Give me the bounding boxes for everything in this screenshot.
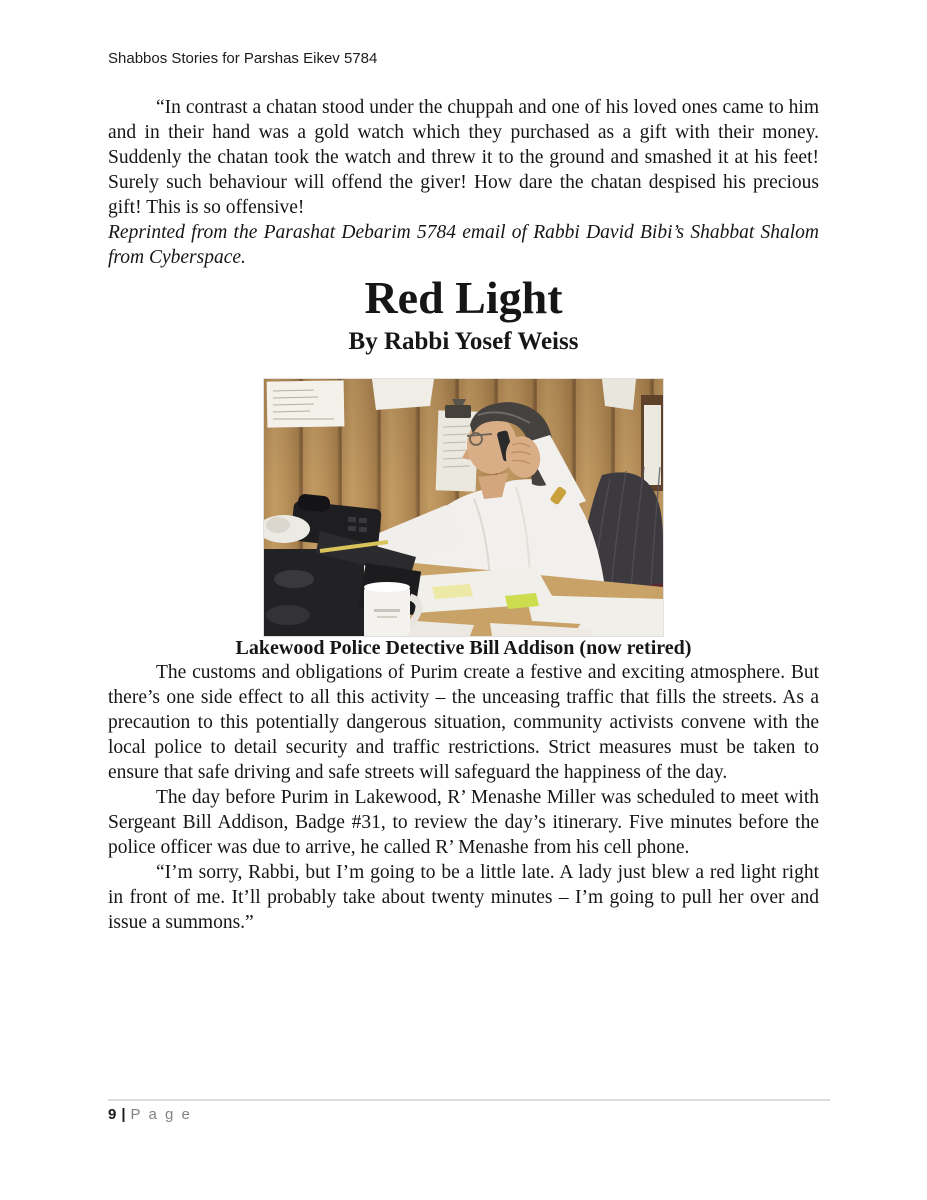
footer-page-number: 9	[108, 1106, 117, 1123]
photo-caption: Lakewood Police Detective Bill Addison (now retired)	[235, 637, 692, 659]
wall-paper-left	[372, 379, 434, 410]
story-photo	[264, 379, 663, 636]
wall-paper-right	[602, 379, 636, 410]
story-paragraph-3: “I’m sorry, Rabbi, but I’m going to be a little late. A lady just blew a red light right in front of me. It’ll probably take about twenty minutes – I’m going to pull her over and issue a summons.”	[108, 862, 819, 933]
story-title: Red Light	[364, 272, 563, 323]
story-byline: By Rabbi Yosef Weiss	[348, 328, 579, 355]
page-footer	[108, 1099, 830, 1123]
story-paragraph-1: The customs and obligations of Purim create a festive and exciting atmosphere. But there’s one side effect to all this activity – the unceasing traffic that fills the streets. As a precaution to this potentially dangerous situation, community activists convene with the local police to detail security and traffic restrictions. Strict measures must be taken to ensure that safe driving and safe streets will safeguard the happiness of the day.	[108, 662, 819, 783]
reprint-attribution: Reprinted from the Parashat Debarim 5784 email of Rabbi David Bibi’s Shabbat Shalom from Cyberspace.	[108, 222, 819, 268]
footer-separator: |	[121, 1106, 126, 1123]
wall-calendar	[267, 380, 345, 427]
footer-page-label: P a g e	[130, 1106, 192, 1123]
story-paragraph-2: The day before Purim in Lakewood, R’ Menashe Miller was scheduled to meet with Sergeant Bill Addison, Badge #31, to review the day’s itinerary. Five minutes before the police officer was due to arrive, he called R’ Menashe from his cell phone.	[108, 787, 819, 858]
document-body	[108, 95, 819, 935]
intro-quote-paragraph: “In contrast a chatan stood under the chuppah and one of his loved ones came to him and in their hand was a gold watch which they purchased as a gift with their money. Suddenly the chatan took the watch and threw it to the ground and smashed it at his feet! Surely such behaviour will offend the giver! How dare the chatan despised his precious gift! This is so offensive!	[108, 97, 819, 218]
story-photo-illustration	[264, 379, 663, 636]
page-header-title: Shabbos Stories for Parshas Eikev 5784	[108, 50, 378, 67]
